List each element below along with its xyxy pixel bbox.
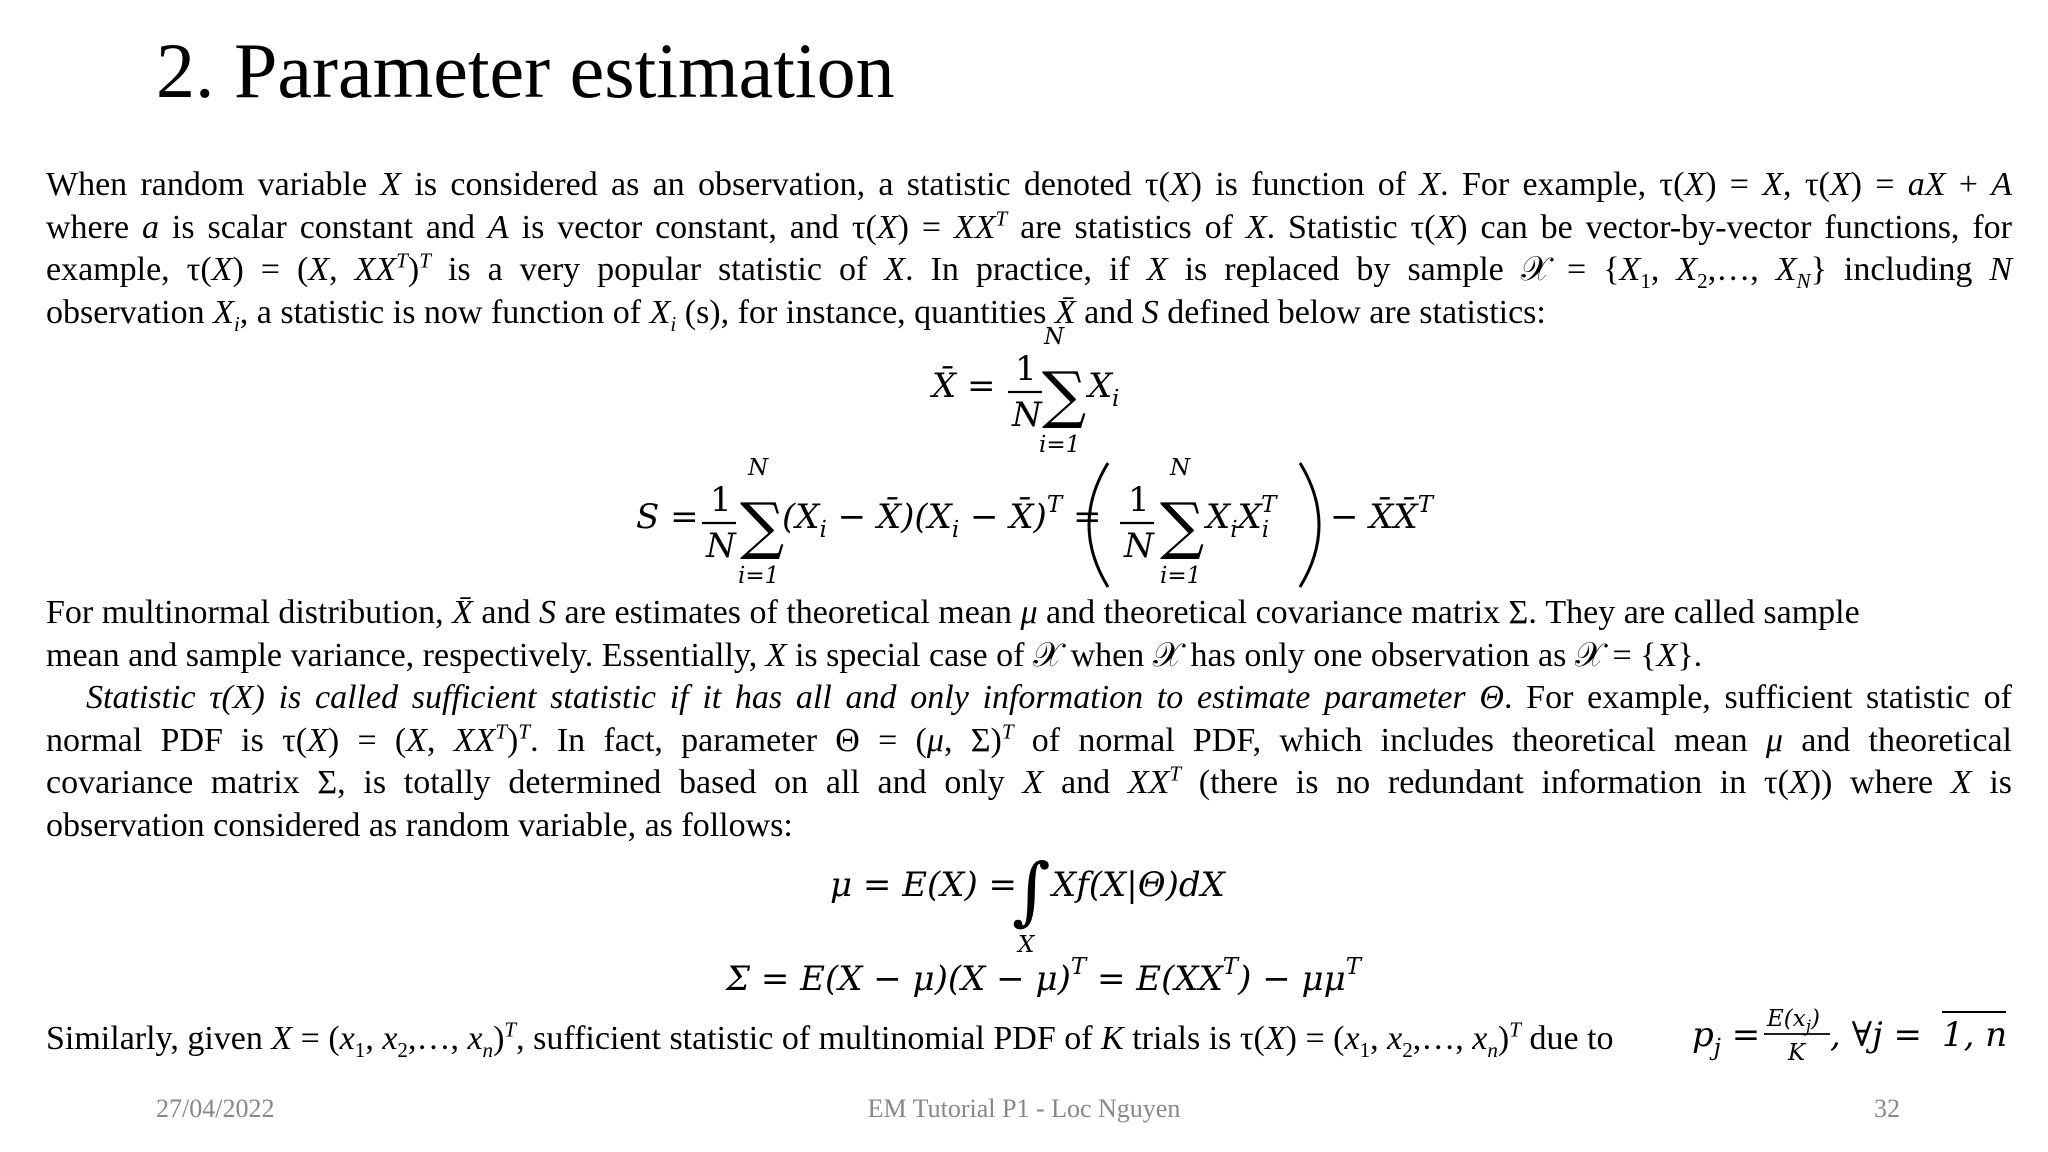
svg-text:− X̄X̄T: − X̄X̄$^T$ bbox=[1330, 492, 1434, 537]
page-number: 32 bbox=[1874, 1094, 1900, 1123]
svg-text:1: 1 bbox=[710, 480, 732, 520]
eq1-sum-lower: i=1 bbox=[1039, 432, 1081, 458]
svg-text:i=1: i=1 bbox=[1160, 563, 1202, 589]
equation-sample-variance bbox=[630, 455, 1434, 595]
eq3-lhs: μ = E(X) = bbox=[830, 865, 1018, 905]
index-range: 1, n bbox=[1942, 1015, 2008, 1055]
paragraph-multinormal: For multinormal distribution, X̄ and S are estimates of theoretical mean μ and theoretical covariance matrix Σ. They are called sample mean and sample variance, respectively. Essentially, X is special case of 𝒳 when 𝒳 has only one observation as 𝒳 = {X}. bbox=[46, 594, 1860, 674]
equation-theoretical-mean bbox=[820, 840, 1260, 960]
svg-text:i=1: i=1 bbox=[738, 563, 780, 589]
svg-text:Σ = E(X − μ)(X − μ)T = E(XXT): $\Sigma = E(X - \mu)(X - \mu)^T = E(XX^T) - \mu\mu^T$ bbox=[726, 954, 1362, 999]
svg-text:N: N bbox=[748, 455, 769, 481]
svg-text:1: 1 bbox=[1128, 480, 1150, 520]
footer-title: EM Tutorial P1 - Loc Nguyen bbox=[867, 1094, 1181, 1123]
svg-text:E(xj): $E(x_j)$ bbox=[1767, 1006, 1820, 1037]
svg-text:N: N bbox=[706, 526, 736, 566]
svg-text:, ∀j =: , ∀j = bbox=[1830, 1015, 1922, 1055]
paragraph-multinomial: Similarly, given $X = (x_1$, $x_2,\dots$, $x_n)^T$, sufficient statistic of multinomial PDF of K trials is $\tau(X) = (x_1$, $x_2,\dots$, $x_n)^T$ due to bbox=[46, 1017, 1614, 1062]
equation-theoretical-covariance bbox=[724, 950, 1362, 1010]
svg-text:∑: ∑ bbox=[1160, 489, 1205, 562]
paragraph-intro: When random variable X is considered as an observation, a statistic denoted τ(X) is function of X. For example, τ(X) = X, τ(X) = aX + A where a is scalar constant and A is vector constant, and $\tau(X) = XX^T$ are statistics of X. Statistic τ(X) can be vector-by-vector functions, for example, τ(X) = (X, $XX^T)^T$ is a very popular statistic of X. In practice, if X is replaced by sample 𝒳 = {$X_1$, $X_2,\dots$, $X_N$} including N observation $X_i$, a statistic is now function of $X_i$ (s), for instance, quantities X̄ and S defined below are statistics: bbox=[46, 166, 2013, 336]
equation-sample-mean bbox=[920, 324, 1150, 460]
eq3-integral-domain: X bbox=[1018, 932, 1035, 958]
eq1-denominator: N bbox=[1012, 395, 1042, 435]
eq2-lhs: S = bbox=[636, 497, 699, 537]
eq1-lhs: X̄ = bbox=[932, 366, 996, 406]
eq3-integrand: Xf(X|Θ)dX bbox=[1052, 865, 1225, 905]
paragraph-sufficient-statistic: Statistic τ(X) is called sufficient statistic if it has all and only information to estimate parameter Θ. For example, sufficient statistic of normal PDF is τ(X) = (X, $XX^T)^T$. In fact, parameter Θ = (μ, Σ)$^T$ of normal PDF, which includes theoretical mean μ and theoretical covariance matrix Σ, is totally determined based on all and only X and $XX^T$ (there is no redundant information in τ(X)) where X is observation considered as random variable, as follows: bbox=[46, 679, 2013, 844]
svg-text:(Xi − X̄)(Xi − X̄)T =: ($X_i$ − $X̄)(X_i$ − X̄)$^T$ = bbox=[782, 492, 1102, 543]
slide-title: 2. Parameter estimation bbox=[156, 27, 895, 114]
footer-date: 27/04/2022 bbox=[156, 1094, 275, 1123]
equation-multinomial-probability bbox=[1690, 998, 2010, 1070]
svg-text:pj =: $p_j$ = bbox=[1692, 1015, 1761, 1061]
eq2-sum-sign: ∑ bbox=[740, 489, 785, 562]
svg-text:N: N bbox=[1170, 455, 1191, 481]
eq1-sum-sign: ∑ bbox=[1042, 358, 1087, 431]
eq1-numerator: 1 bbox=[1015, 349, 1037, 389]
eq1-term: X bbox=[1088, 366, 1113, 406]
svg-text:K: K bbox=[1788, 1040, 1806, 1066]
integral-sign: ∫ bbox=[1012, 848, 1051, 934]
eq1-term-sub: i bbox=[1112, 386, 1120, 412]
eq1-sum-upper: N bbox=[1044, 324, 1065, 350]
svg-text:XiXiT: $X_iX_iT$ bbox=[1206, 492, 1277, 543]
svg-text:N: N bbox=[1124, 526, 1154, 566]
